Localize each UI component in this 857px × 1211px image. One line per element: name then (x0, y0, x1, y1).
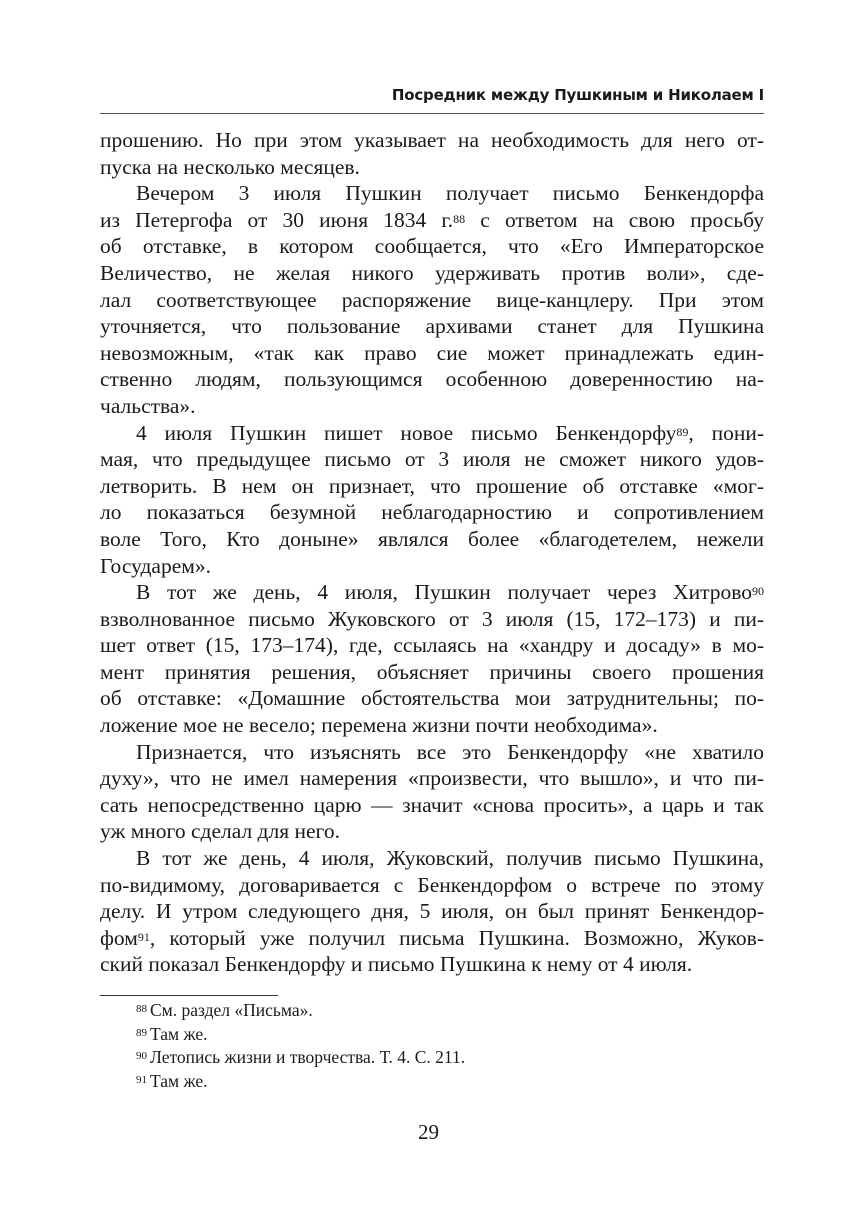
text-line (100, 951, 764, 978)
text-line (100, 180, 764, 207)
line-text: по-видимому, договаривается с Бенкендорфом о встрече по этому (100, 872, 764, 897)
paragraph (100, 420, 764, 580)
text-line (100, 260, 764, 287)
line-text: , пони- (688, 420, 764, 445)
line-text: пуска на несколько месяцев. (100, 154, 360, 179)
text-line (100, 287, 764, 314)
text-line (100, 872, 764, 899)
text-line (100, 499, 764, 526)
text-line (100, 313, 764, 340)
text-line (100, 898, 764, 925)
page-number: 29 (418, 1120, 439, 1144)
footnote (136, 1023, 764, 1047)
footnote (136, 999, 764, 1023)
header-rule (100, 113, 764, 114)
text-line (100, 606, 764, 633)
line-text: воле Того, Кто доныне» являлся более «благодетелем, нежели (100, 526, 764, 551)
paragraph (100, 127, 764, 180)
text-line (100, 925, 764, 952)
footnote-number: 90 (136, 1050, 147, 1062)
line-text: фом (100, 925, 138, 950)
footnote-ref[interactable]: 90 (752, 584, 764, 599)
line-text: 4 июля Пушкин пишет новое письмо Бенкендорфу (136, 420, 677, 445)
text-line (100, 233, 764, 260)
footnotes (136, 999, 764, 1093)
text-line (100, 792, 764, 819)
line-text: делу. И утром следующего дня, 5 июля, он был принят Бенкендор- (100, 899, 764, 924)
line-text: летворить. В нем он признает, что прошение об отставке «мог- (100, 473, 764, 498)
text-line (100, 659, 764, 686)
footnote-number: 91 (136, 1073, 147, 1086)
line-text: ло показаться безумной неблагодарностию и сопротивлением (100, 500, 764, 525)
line-text: мая, что предыдущее письмо от 3 июля не сможет никого удов- (100, 447, 764, 472)
line-text: шет ответ (15, 173–174), где, ссылаясь на «хандру и досаду» в мо- (100, 633, 764, 658)
paragraph (100, 739, 764, 845)
footnote-text: Там же. (150, 1070, 208, 1091)
body-text (100, 127, 764, 978)
text-line (100, 712, 764, 739)
line-text: с ответом на свою просьбу (465, 207, 764, 232)
text-line (100, 632, 764, 659)
footnote-number: 89 (136, 1026, 147, 1039)
line-text: В тот же день, 4 июля, Жуковский, получив письмо Пушкина, (136, 846, 764, 871)
paragraph (100, 845, 764, 978)
line-text: об отставке: «Домашние обстоятельства мои затруднительны; по- (100, 686, 764, 711)
text-line (100, 685, 764, 712)
line-text: прошению. Но при этом указывает на необходимость для него от- (100, 128, 764, 152)
line-text: духу», что не имел намерения «произвести, что вышло», и что пи- (100, 766, 764, 791)
text-line (100, 526, 764, 553)
line-text: мент принятия решения, объясняет причины своего прошения (100, 659, 764, 684)
line-text: ственно людям, пользующимся особенною доверенностию на- (100, 367, 764, 392)
text-line (100, 366, 764, 393)
line-text: сать непосредственно царю — значит «снова просить», а царь и так (100, 792, 764, 817)
line-text: Признается, что изъяснять все это Бенкендорфу «не хватило (136, 739, 764, 764)
footnote-ref[interactable]: 91 (137, 929, 150, 944)
footnote-text: Там же. (150, 1023, 208, 1044)
text-line (100, 154, 764, 181)
line-text: , который уже получил письма Пушкина. Возможно, Жуков- (149, 925, 764, 950)
text-line (100, 420, 764, 447)
footnote-text: См. раздел «Письма». (150, 1000, 313, 1020)
text-line (100, 579, 764, 606)
running-head: Посредник между Пушкиным и Николаем I (391, 86, 764, 104)
paragraph (100, 579, 764, 739)
footnote-ref[interactable]: 88 (453, 211, 466, 226)
text-line (100, 393, 764, 420)
footnote-rule (100, 995, 278, 996)
text-line (100, 765, 764, 792)
line-text: об отставке, в котором сообщается, что «Его Императорское (100, 234, 764, 259)
line-text: лал соответствующее распоряжение вице-канцлеру. При этом (100, 287, 764, 312)
text-line (100, 818, 764, 845)
line-text: Вечером 3 июля Пушкин получает письмо Бенкендорфа (136, 181, 764, 206)
line-text: взволнованное письмо Жуковского от 3 июля (15, 172–173) и пи- (100, 606, 764, 631)
line-text: Величество, не желая никого удерживать против воли», сде- (100, 260, 764, 285)
line-text: из Петергофа от 30 июня 1834 г. (100, 207, 454, 232)
text-line (100, 845, 764, 872)
text-line (100, 127, 764, 154)
footnote (136, 1070, 764, 1094)
line-text: ский показал Бенкендорфу и письмо Пушкина к нему от 4 июля. (100, 952, 693, 977)
line-text: невозможным, «так как право сие может принадлежать един- (100, 340, 764, 365)
line-text: уточняется, что пользование архивами станет для Пушкина (100, 314, 764, 339)
footnote-ref[interactable]: 89 (676, 424, 689, 439)
footnote-text: Летопись жизни и творчества. Т. 4. С. 211. (150, 1047, 466, 1067)
line-text: Государем». (100, 553, 211, 578)
footnote-number: 88 (136, 1003, 147, 1015)
paragraph (100, 180, 764, 419)
text-line (100, 340, 764, 367)
text-line (100, 473, 764, 500)
line-text: чальства». (100, 393, 196, 418)
text-line (100, 553, 764, 580)
text-line (100, 739, 764, 766)
line-text: В тот же день, 4 июля, Пушкин получает через Хитрово (136, 580, 752, 605)
text-line (100, 446, 764, 473)
footnote (136, 1046, 764, 1070)
line-text: ложение мое не весело; перемена жизни почти необходима». (100, 713, 658, 738)
line-text: уж много сделал для него. (100, 819, 340, 844)
text-line (100, 207, 764, 234)
